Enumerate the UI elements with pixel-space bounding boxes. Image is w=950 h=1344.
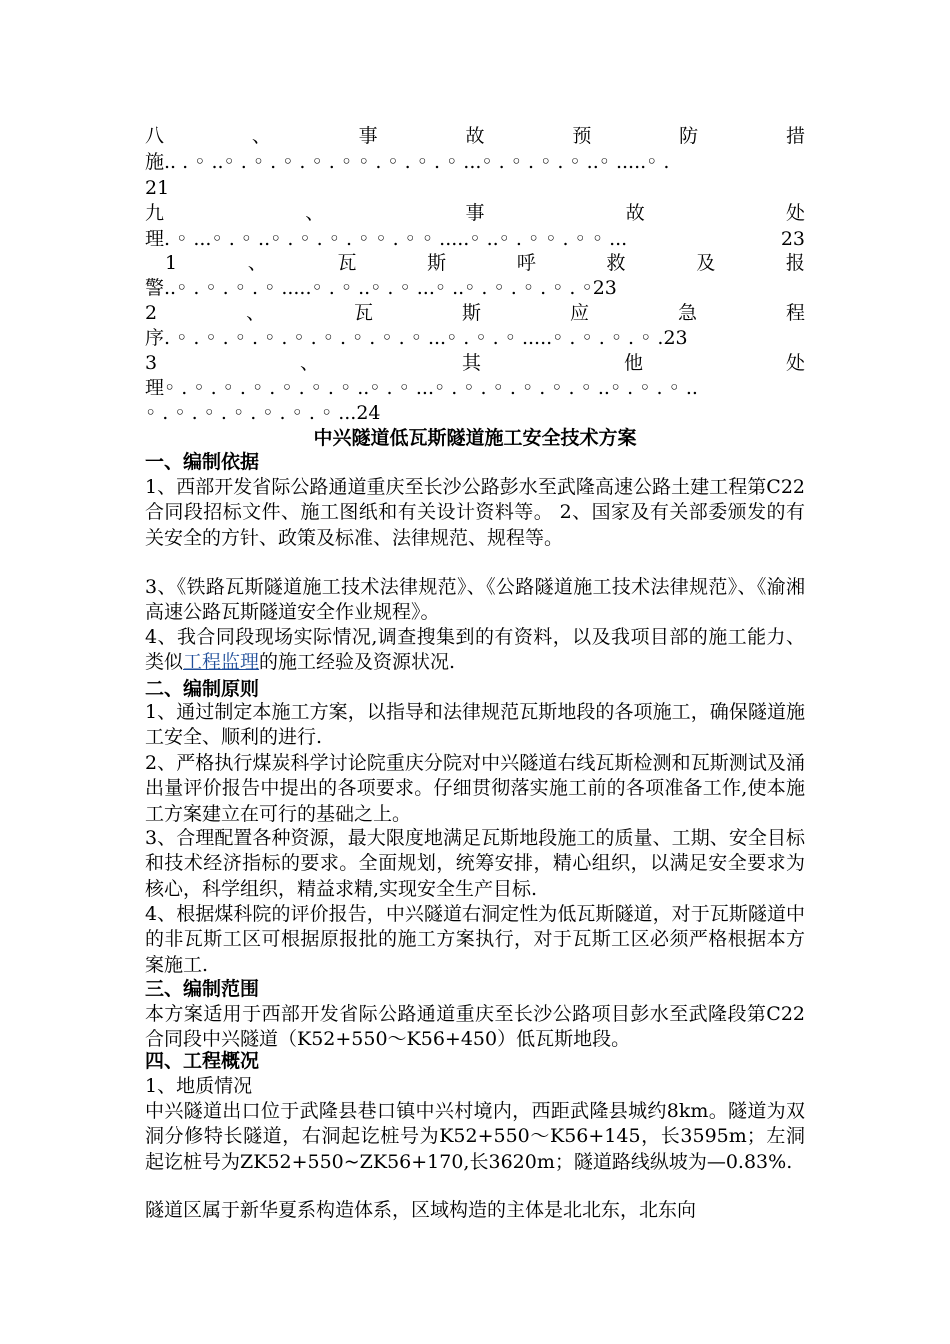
toc-char: 措	[785, 125, 805, 147]
toc-item-8-page[interactable]: 21	[145, 177, 170, 199]
toc-char: 斯	[462, 302, 482, 324]
toc-item-9-1[interactable]	[165, 250, 805, 276]
section-2-paragraph-2: 2、严格执行煤炭科学讨论院重庆分院对中兴隧道右线瓦斯检测和瓦斯测试及涌出量评价报告中提出的各项要求。仔细贯彻落实施工前的各项准备工作,使本施工方案建立在可行的基础之上。	[145, 752, 805, 825]
toc-char: 瓦	[354, 302, 374, 324]
toc-char: 处	[785, 352, 805, 374]
toc-page-number: 24	[356, 402, 381, 424]
toc-char: 及	[696, 252, 716, 274]
toc-char: 序	[145, 327, 165, 349]
toc-char: 理	[145, 228, 165, 250]
toc-char: 警	[145, 277, 165, 299]
toc-item-9-2[interactable]	[145, 300, 805, 326]
section-1-heading: 一、编制依据	[145, 451, 260, 473]
toc-char: 其	[462, 352, 482, 374]
paragraph-text: 的施工经验及资源状况.	[259, 651, 456, 674]
toc-char: 防	[679, 125, 699, 147]
section-4-subheading-geology: 1、地质情况	[145, 1075, 253, 1097]
toc-char: 九	[145, 202, 165, 224]
paragraph-text: 4、我合同段现场实际情况,调查搜集到的有资料，以及我项目部的施工能力、类似	[145, 626, 805, 674]
toc-page-number: 23	[663, 327, 688, 349]
toc-char: 他	[623, 352, 643, 374]
toc-item-9-3[interactable]	[145, 350, 805, 376]
toc-item-9[interactable]	[145, 200, 805, 226]
section-4-heading: 四、工程概况	[145, 1050, 260, 1072]
toc-char: 程	[785, 302, 805, 324]
toc-leader-dots: ..◦ . ◦ . ◦ . ◦ .....◦ . ◦ ..◦ . ◦ ...◦ ..◦ . ◦ . ◦ . ◦ . ◦	[164, 277, 593, 299]
toc-char: 事	[358, 125, 378, 147]
toc-char: 八	[145, 125, 165, 147]
toc-char: 、	[305, 202, 325, 224]
section-1-paragraph-3: 3、《铁路瓦斯隧道施工技术法律规范》、《公路隧道施工技术法律规范》、《渝湘高速公路瓦斯隧道安全作业规程》。	[145, 576, 805, 624]
toc-char: 、	[251, 125, 271, 147]
toc-leader-dots: ◦ . ◦ . ◦ . ◦ . ◦ . ◦ . ◦ ...	[145, 402, 357, 424]
section-4-paragraph-1: 中兴隧道出口位于武隆县巷口镇中兴村境内，西距武隆县城约8km。隧道为双洞分修特长隧道，右洞起讫桩号为K52+550～K56+145，长3595m；左洞起讫桩号为ZK52+550~ZK56+170,长3620m；隧道路线纵坡为—0.83%.	[145, 1100, 805, 1173]
toc-char: 2	[145, 302, 158, 324]
section-4-paragraph-2: 隧道区属于新华夏系构造体系，区域构造的主体是北北东，北东向	[145, 1199, 697, 1221]
toc-leader-dots: . ◦ . ◦ . ◦ . ◦ . ◦ . ◦ . ◦ . ◦ . ◦ ...◦ . ◦ . ◦ .....◦ . ◦ . ◦ . ◦ .	[164, 327, 664, 349]
toc-char: 1	[165, 252, 178, 274]
section-2-paragraph-1: 1、通过制定本施工方案，以指导和法律规范瓦斯地段的各项施工，确保隧道施工安全、顺利的进行.	[145, 701, 805, 749]
toc-char: 斯	[427, 252, 447, 274]
toc-char: 理	[145, 377, 165, 399]
toc-item-9-3-leader[interactable]	[145, 375, 805, 401]
section-1-paragraph-1: 1、西部开发省际公路通道重庆至长沙公路彭水至武隆高速公路土建工程第C22合同段招标文件、施工图纸和有关设计资料等。 2、国家及有关部委颁发的有关安全的方针、政策及标准、法律规范、规程等。	[145, 476, 805, 549]
toc-char: 瓦	[337, 252, 357, 274]
toc-char: 急	[678, 302, 698, 324]
engineering-supervision-link[interactable]: 工程监理	[183, 651, 260, 674]
toc-page-number: 23	[592, 277, 617, 299]
document-title: 中兴隧道低瓦斯隧道施工安全技术方案	[313, 427, 637, 449]
toc-char: 3	[145, 352, 158, 374]
section-2-heading: 二、编制原则	[145, 678, 260, 700]
toc-char: 预	[572, 125, 592, 147]
section-3-heading: 三、编制范围	[145, 978, 260, 1000]
toc-char: 救	[606, 252, 626, 274]
toc-char: 事	[465, 202, 485, 224]
toc-char: 故	[625, 202, 645, 224]
toc-char: 、	[247, 252, 267, 274]
section-3-paragraph-1: 本方案适用于西部开发省际公路通道重庆至长沙公路项目彭水至武隆段第C22合同段中兴隧道（K52+550～K56+450）低瓦斯地段。	[145, 1003, 805, 1051]
toc-char: 呼	[516, 252, 536, 274]
toc-page-number: 23	[780, 228, 805, 250]
toc-item-9-1-leader[interactable]	[145, 275, 805, 301]
toc-leader-dots: .. . ◦ ..◦ . ◦ . ◦ . ◦ . ◦ ◦ . ◦ . ◦ . ◦ ...◦ . ◦ . ◦ . ◦ ..◦ .....◦ .	[164, 151, 670, 173]
toc-char: 、	[300, 352, 320, 374]
section-2-paragraph-4: 4、根据煤科院的评价报告，中兴隧道右洞定性为低瓦斯隧道，对于瓦斯隧道中的非瓦斯工区可根据原报批的施工方案执行，对于瓦斯工区必须严格根据本方案施工.	[145, 903, 805, 976]
toc-item-8[interactable]	[145, 123, 805, 149]
toc-char: 故	[465, 125, 485, 147]
toc-char: 、	[246, 302, 266, 324]
toc-char: 报	[785, 252, 805, 274]
section-2-paragraph-3: 3、合理配置各种资源，最大限度地满足瓦斯地段施工的质量、工期、安全目标和技术经济指标的要求。全面规划，统筹安排，精心组织，以满足安全要求为核心，科学组织，精益求精,实现安全生产目标.	[145, 827, 805, 900]
toc-char: 处	[785, 202, 805, 224]
toc-item-8-leader[interactable]	[145, 149, 805, 175]
toc-leader-dots: ◦ . ◦ . ◦ . ◦ . ◦ . ◦ . ◦ ..◦ . ◦ ...◦ . ◦ . ◦ . ◦ . ◦ . ◦ ..◦ . ◦ . ◦ ..	[164, 377, 698, 399]
toc-item-9-2-leader[interactable]	[145, 325, 805, 351]
toc-leader-dots: . ◦ ...◦ . ◦ ..◦ . ◦ . ◦ . ◦ ◦ . ◦ ◦ .....◦ ..◦ . ◦ ◦ . ◦ ◦ ...	[164, 228, 628, 250]
toc-item-9-3-page[interactable]	[145, 400, 805, 426]
toc-item-9-leader[interactable]	[145, 226, 805, 252]
toc-char: 应	[570, 302, 590, 324]
toc-char: 施	[145, 151, 165, 173]
section-1-paragraph-4	[145, 625, 805, 676]
